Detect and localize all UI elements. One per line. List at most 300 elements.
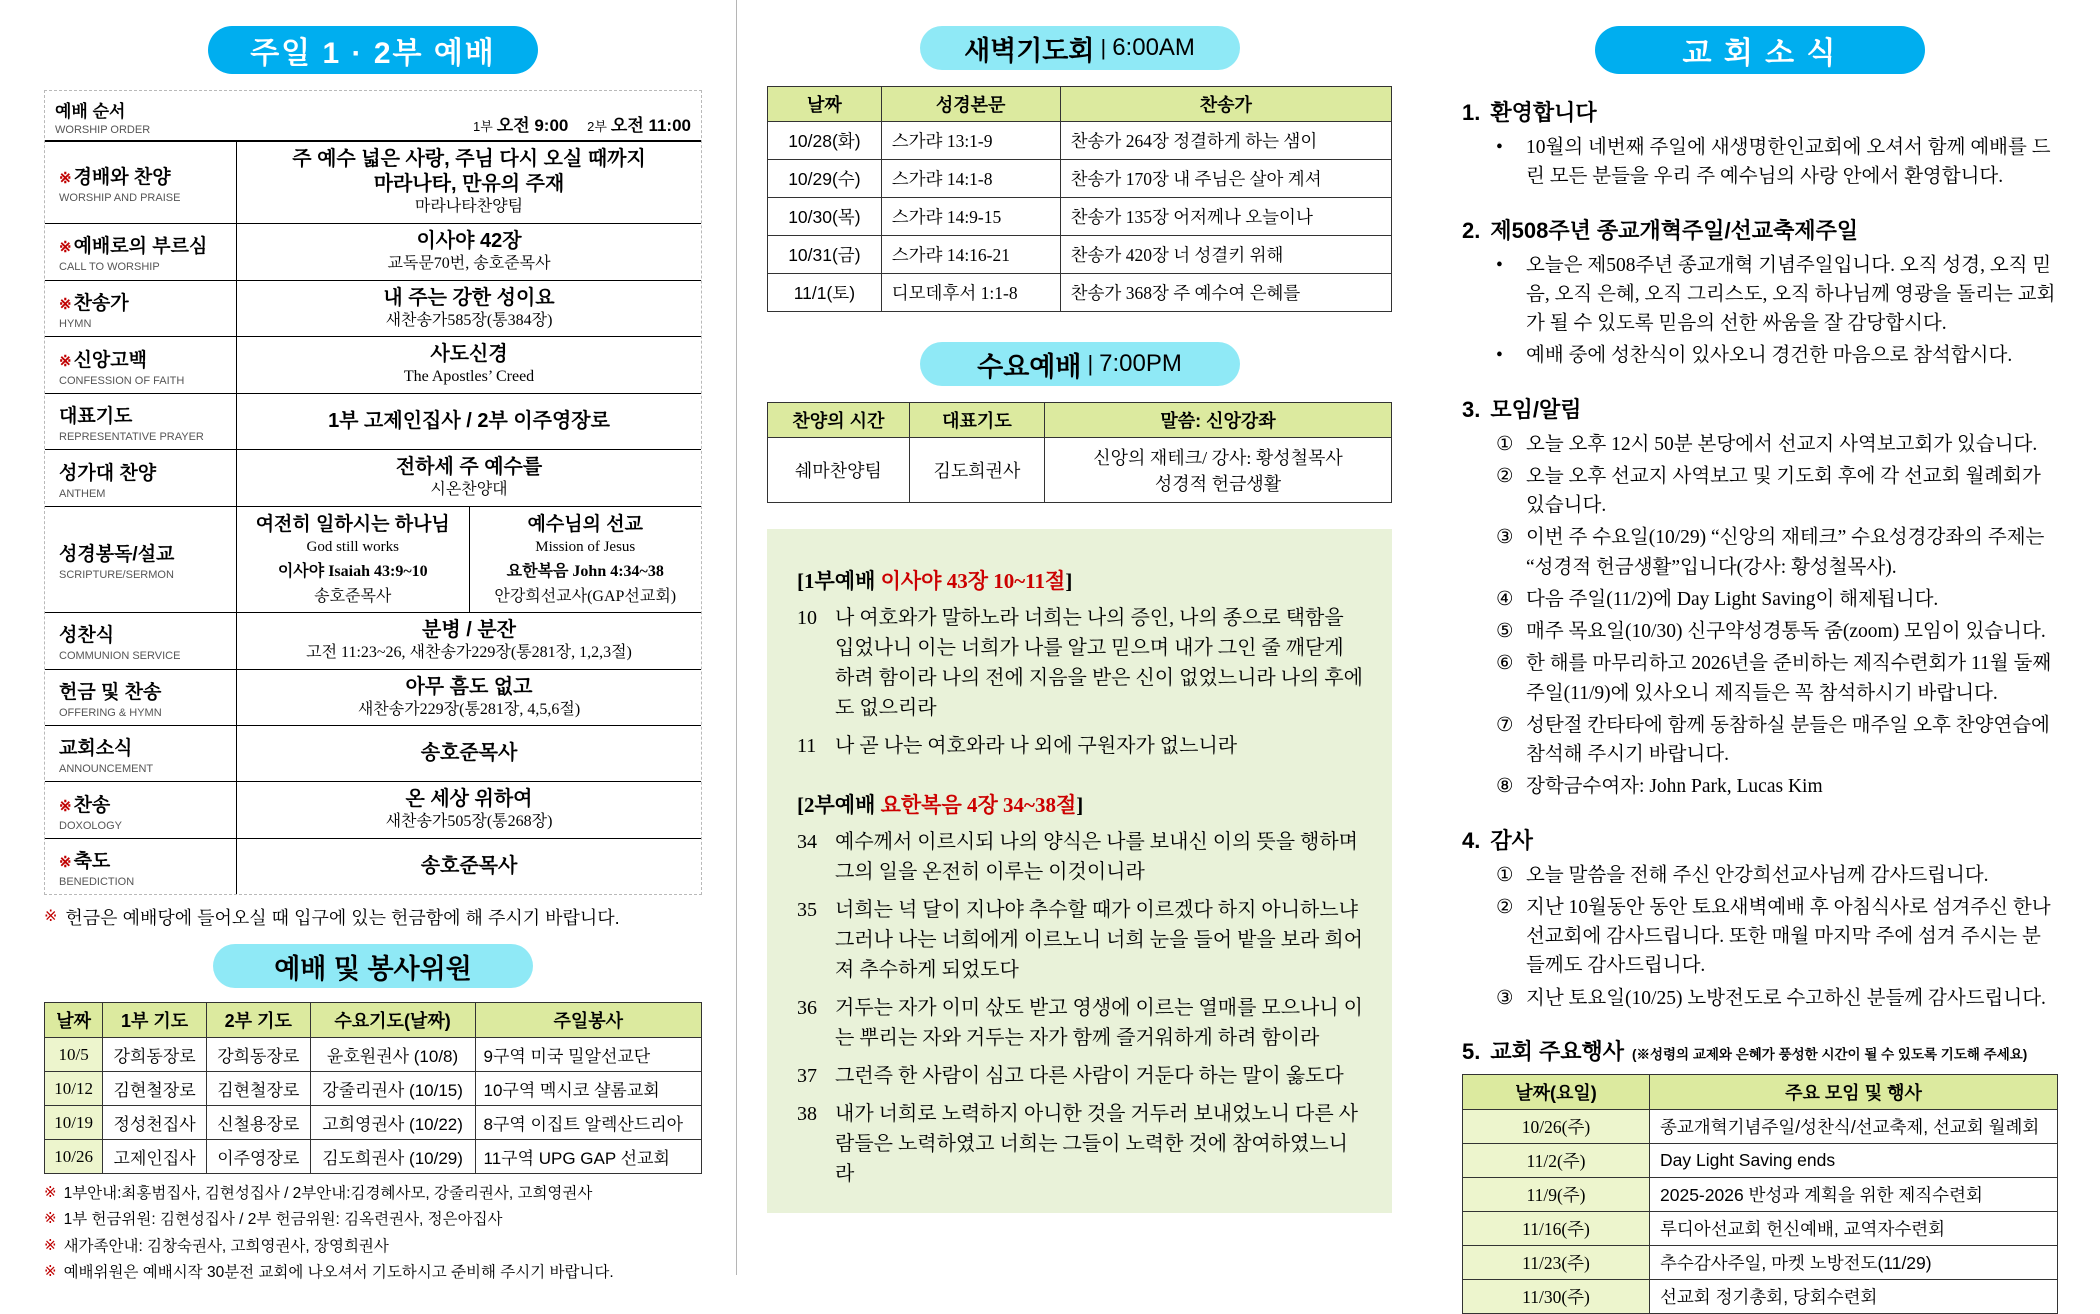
news-item-text: 장학금수여자: John Park, Lucas Kim [1526, 776, 1823, 798]
worship-label-cell [45, 394, 237, 449]
committee-title: 예배 및 봉사위원 [213, 944, 533, 988]
worship-label-en: SCRIPTURE/SERMON [59, 568, 174, 581]
sermon-title-en: Mission of Jesus [535, 538, 636, 555]
news-item [1496, 133, 2058, 192]
verse-text: 그런즉 한 사람이 심고 다른 사람이 거둔다 하는 말이 옳도다 [835, 1065, 1344, 1087]
news-item-bullet: ② [1496, 465, 1514, 487]
worship-order-label-en: WORSHIP ORDER [55, 124, 151, 136]
news-item-text: 10월의 네번째 주일에 새생명한인교회에 오셔서 함께 예배를 드린 모든 분들을 우리 주 예수님의 사랑 안에서 환영합니다. [1526, 137, 2051, 188]
worship-order-row [45, 612, 701, 669]
worship-label-en: CALL TO WORSHIP [59, 261, 160, 274]
midweek-column [737, 0, 1412, 1275]
worship-content-sub: 고전 11:23~26, 새찬송가229장(통281장, 1,2,3절) [306, 643, 632, 661]
worship-label-cell [45, 613, 237, 669]
scripture-part2-verses [797, 827, 1364, 1189]
worship-content-main: 이사야 42장 [416, 229, 522, 252]
wednesday-cell [1045, 438, 1392, 503]
asterisk-mark: ※ [44, 908, 58, 926]
dawn-prayer-title-ko: 새벽기도회 [964, 35, 1095, 66]
committee-date-cell: 10/26 [45, 1140, 103, 1174]
dawn-row [768, 198, 1392, 236]
worship-label-en: BENEDICTION [59, 876, 135, 889]
worship-content-sub: 교독문70번, 송호준목사 [387, 254, 551, 272]
committee-cell: 김현철장로 [206, 1072, 310, 1106]
events-row [1463, 1245, 2058, 1279]
worship-content-main: 전하세 주 예수를 [395, 456, 543, 479]
news-section-heading [1462, 1035, 2058, 1066]
committee-column-header: 주일봉사 [475, 1003, 701, 1038]
worship-order-row [45, 336, 701, 393]
wednesday-service-title [920, 342, 1240, 386]
news-section-note: (※성령의 교제와 은혜가 풍성한 시간이 될 수 있도록 기도해 주세요) [1631, 1046, 2028, 1062]
worship-label-cell [45, 450, 237, 506]
worship-label [59, 401, 230, 428]
verse-text: 거두는 자가 이미 삯도 받고 영생에 이르는 열매를 모으나니 이는 뿌리는 자와 거두는 자가 함께 즐거워하게 하려 함이라 [835, 997, 1363, 1049]
news-item-bullet: ① [1496, 433, 1514, 455]
worship-order-row [45, 781, 701, 838]
worship-label-text: 헌금 및 찬송 [59, 681, 162, 703]
scripture-part1-verses [797, 603, 1364, 761]
news-section-items [1462, 251, 2058, 371]
committee-column-header: 2부 기도 [206, 1003, 310, 1038]
events-date-cell: 11/30(주) [1463, 1279, 1650, 1313]
worship-label-cell [45, 337, 237, 393]
news-item-text: 예배 중에 성찬식이 있사오니 경건한 마음으로 참석합시다. [1526, 345, 2013, 367]
worship-order-header [45, 91, 701, 142]
news-section [1462, 393, 2058, 802]
committee-note [44, 1235, 702, 1258]
wednesday-cell: 쉐마찬양팀 [768, 438, 910, 503]
title-separator: | [1100, 35, 1107, 60]
committee-note [44, 1182, 702, 1205]
sermon-scripture-ref: 이사야 Isaiah 43:9~10 [277, 562, 428, 580]
dawn-row [768, 160, 1392, 198]
worship-label [59, 620, 230, 647]
worship-label-en: REPRESENTATIVE PRAYER [59, 431, 204, 444]
service-2-time: 오전 11:00 [610, 116, 691, 135]
worship-order-row [45, 393, 701, 449]
committee-note-text: 1부안내:최홍범집사, 김현성집사 / 2부안내:김경혜사모, 강줄리권사, 고희영권사 [63, 1185, 593, 1203]
committee-note [44, 1261, 702, 1284]
scripture-part1-header [797, 565, 1364, 595]
committee-cell: 정성천집사 [103, 1106, 207, 1140]
worship-content-cell [237, 670, 701, 726]
news-section-number: 1. [1462, 100, 1481, 125]
events-table [1462, 1074, 2058, 1314]
verse-text: 나 곧 나는 여호와라 나 외에 구원자가 없느니라 [835, 735, 1238, 757]
dawn-date-cell: 10/28(화) [768, 122, 882, 160]
worship-label-cell [45, 726, 237, 781]
scripture-verse [797, 827, 1364, 887]
worship-content-main: 내 주는 강한 성이요 [383, 286, 555, 309]
news-item [1496, 711, 2058, 770]
news-section-items [1462, 430, 2058, 802]
news-item [1496, 585, 2058, 614]
worship-label-en: HYMN [59, 317, 92, 330]
wednesday-column-header: 찬양의 시간 [768, 403, 910, 438]
title-separator: | [1087, 351, 1094, 376]
events-column-header: 주요 모임 및 행사 [1650, 1074, 2058, 1109]
sermon-column [469, 507, 702, 612]
events-cell: 2025-2026 반성과 계획을 위한 제직수련회 [1650, 1177, 2058, 1211]
scripture-part1-suffix: ] [1065, 569, 1073, 593]
worship-content-sub: 새찬송가585장(통384장) [385, 311, 553, 329]
worship-content-cell [237, 142, 701, 223]
worship-label [59, 539, 230, 566]
news-item-text: 오늘 오후 선교지 사역보고 및 기도회 후에 각 선교회 월례회가 있습니다. [1526, 465, 2041, 516]
news-item-text: 매주 목요일(10/30) 신구약성경통독 줌(zoom) 모임이 있습니다. [1526, 621, 2046, 642]
worship-content-cell [237, 613, 701, 669]
committee-cell: 고제인집사 [103, 1140, 207, 1174]
offering-note-text: 헌금은 예배당에 들어오실 때 입구에 있는 헌금함에 해 주시기 바랍니다. [65, 908, 620, 929]
dawn-cell: 스가랴 13:1-9 [881, 122, 1060, 160]
news-item-text: 한 해를 마무리하고 2026년을 준비하는 제직수련회가 11월 둘째 주일(11/9)에 있사오니 제직들은 꼭 참석하시기 바랍니다. [1526, 653, 2052, 704]
events-date-cell: 11/2(주) [1463, 1143, 1650, 1177]
wednesday-cell-line: 성경적 헌금생활 [1154, 474, 1282, 494]
news-section-number: 3. [1462, 396, 1481, 422]
worship-content-cell [237, 726, 701, 781]
worship-label [59, 458, 230, 485]
worship-label-text: 대표기도 [59, 406, 133, 428]
news-item-text: 오늘 오후 12시 50분 본당에서 선교지 사역보고회가 있습니다. [1526, 433, 2038, 455]
committee-date-cell: 10/5 [45, 1038, 103, 1072]
events-date-cell: 11/23(주) [1463, 1245, 1650, 1279]
worship-label-en: CONFESSION OF FAITH [59, 374, 185, 387]
news-item-bullet: ⑤ [1496, 621, 1514, 642]
dawn-prayer-time: 6:00AM [1112, 34, 1195, 61]
worship-label-en: ANTHEM [59, 487, 106, 500]
asterisk-mark: ※ [44, 1210, 57, 1228]
committee-cell: 11구역 UPG GAP 선교회 [475, 1140, 701, 1174]
asterisk-mark: ※ [44, 1184, 57, 1202]
dawn-cell: 찬송가 264장 정결하게 하는 샘이 [1060, 122, 1391, 160]
news-item [1496, 341, 2058, 370]
dawn-column-header: 날짜 [768, 87, 882, 122]
scripture-verse [797, 731, 1364, 761]
dawn-cell: 찬송가 170장 내 주님은 살아 계셔 [1060, 160, 1391, 198]
committee-cell: 10구역 멕시코 샬롬교회 [475, 1072, 701, 1106]
sermon-title: 여전히 일하시는 하나님 [255, 513, 450, 535]
verse-number: 35 [797, 899, 817, 921]
news-section-heading [1462, 214, 2058, 245]
news-item-bullet: ② [1496, 896, 1514, 918]
news-section-heading [1462, 824, 2058, 855]
scripture-gap [797, 761, 1364, 779]
worship-content-cell [237, 450, 701, 506]
committee-column-header: 수요기도(날짜) [310, 1003, 475, 1038]
worship-order-row [45, 280, 701, 337]
news-item-bullet: ① [1496, 864, 1514, 886]
events-row [1463, 1177, 2058, 1211]
worship-label-text: 성가대 찬양 [59, 462, 157, 484]
dawn-cell: 스가랴 14:16-21 [881, 236, 1060, 274]
wednesday-table-row [768, 438, 1392, 503]
sermon-scripture-ref: 요한복음 John 4:34~38 [506, 562, 664, 580]
events-row [1463, 1279, 2058, 1313]
worship-order-row [45, 142, 701, 223]
offering-note [44, 905, 702, 932]
committee-date-cell: 10/12 [45, 1072, 103, 1106]
worship-label [59, 231, 230, 258]
news-item-bullet: ④ [1496, 588, 1514, 610]
sermon-title: 예수님의 선교 [527, 513, 643, 535]
worship-label [59, 288, 230, 315]
worship-label [59, 345, 230, 372]
church-news-column [1412, 0, 2100, 1307]
church-news-title: 교 회 소 식 [1595, 26, 1925, 74]
worship-label-cell [45, 507, 237, 612]
dawn-cell: 디모데후서 1:1-8 [881, 274, 1060, 312]
news-item-bullet: ③ [1496, 527, 1514, 549]
news-section-number: 4. [1462, 827, 1481, 853]
worship-order-row [45, 506, 701, 612]
news-item [1496, 430, 2058, 459]
worship-label-en: OFFERING & HYMN [59, 706, 162, 719]
worship-label-cell [45, 670, 237, 726]
scripture-verse [797, 603, 1364, 723]
news-section [1462, 1035, 2058, 1066]
worship-content-main: 송호준목사 [420, 855, 518, 878]
committee-note-text: 1부 헌금위원: 김현성집사 / 2부 헌금위원: 김옥련권사, 정은아집사 [63, 1211, 503, 1229]
worship-content-main: 분병 / 분잔 [422, 618, 516, 641]
scripture-verse [797, 1061, 1364, 1091]
worship-label-cell [45, 782, 237, 838]
committee-note [44, 1208, 702, 1231]
wednesday-column-header: 말씀: 신앙강좌 [1045, 403, 1392, 438]
worship-content-sub: The Apostles’ Creed [403, 368, 535, 386]
worship-content-cell [237, 394, 701, 449]
news-item-bullet: • [1496, 345, 1503, 367]
worship-label [59, 733, 230, 760]
worship-content-cell [237, 281, 701, 337]
committee-note-text: 예배위원은 예배시작 30분전 교회에 나오셔서 기도하시고 준비해 주시기 바랍니다. [63, 1263, 614, 1281]
dawn-table-body [768, 122, 1392, 312]
worship-order-rows [45, 142, 701, 894]
committee-table-body [45, 1038, 702, 1174]
dawn-date-cell: 10/29(수) [768, 160, 882, 198]
committee-cell: 강희동장로 [103, 1038, 207, 1072]
worship-content-main: 온 세상 위하여 [405, 788, 533, 811]
news-item-bullet: ③ [1496, 987, 1514, 1009]
dawn-column-header: 성경본문 [881, 87, 1060, 122]
news-item-text: 다음 주일(11/2)에 Day Light Saving이 해제됩니다. [1526, 588, 1939, 610]
news-item [1496, 617, 2058, 646]
asterisk-mark: ※ [44, 1262, 57, 1280]
dawn-date-cell: 10/31(금) [768, 236, 882, 274]
events-cell: 추수감사주일, 마켓 노방전도(11/29) [1650, 1245, 2058, 1279]
service-times [459, 111, 691, 136]
worship-label [59, 790, 230, 817]
news-item-bullet: ⑥ [1496, 653, 1514, 675]
committee-table-header-row [45, 1003, 702, 1038]
worship-label-en: COMMUNION SERVICE [59, 650, 181, 663]
asterisk-mark: ※ [59, 169, 72, 187]
asterisk-mark: ※ [59, 352, 72, 370]
dawn-row [768, 122, 1392, 160]
worship-label-text: 교회소식 [59, 738, 133, 760]
worship-label-cell [45, 281, 237, 337]
verse-number: 36 [797, 997, 817, 1019]
scripture-part2-header [797, 789, 1364, 819]
committee-cell: 고희영권사 (10/22) [310, 1106, 475, 1140]
news-section-heading [1462, 393, 2058, 424]
verse-number: 37 [797, 1065, 817, 1087]
news-item-bullet: ⑦ [1496, 714, 1514, 736]
worship-content-main: 사도신경 [430, 343, 508, 366]
news-section-number: 5. [1462, 1038, 1481, 1064]
committee-cell: 9구역 미국 밀알선교단 [475, 1038, 701, 1072]
events-cell: Day Light Saving ends [1650, 1143, 2058, 1177]
events-row [1463, 1211, 2058, 1245]
committee-table [44, 1002, 702, 1174]
scripture-part1-reference: 이사야 43장 10~11절 [880, 569, 1066, 593]
scripture-part2-prefix: [2부예배 [797, 793, 881, 817]
news-item [1496, 649, 2058, 708]
news-section-title: 모임/알림 [1490, 396, 1582, 422]
sunday-worship-column [0, 0, 737, 1281]
sermon-preacher: 송호준목사 [314, 587, 392, 605]
news-section [1462, 824, 2058, 1013]
verse-text: 내가 너희로 노력하지 아니한 것을 거두러 보내었노니 다른 사람들은 노력하였고 너희는 그들이 노력한 것에 참여하였느니라 [835, 1103, 1358, 1185]
sermon-preacher: 안강희선교사(GAP선교회) [494, 587, 677, 605]
worship-content-main: 1부 고제인집사 / 2부 이주영장로 [328, 410, 610, 433]
news-item-text: 성탄절 칸타타에 함께 동참하실 분들은 매주일 오후 찬양연습에 참석해 주시기 바랍니다. [1526, 714, 2050, 765]
committee-row [45, 1106, 702, 1140]
worship-content-sub: 새찬송가505장(통268장) [385, 813, 553, 831]
dawn-date-cell: 10/30(목) [768, 198, 882, 236]
news-item [1496, 893, 2058, 981]
news-item-text: 오늘은 제508주년 종교개혁 기념주일입니다. 오직 성경, 오직 믿음, 오직 은혜, 오직 그리스도, 오직 하나님께 영광을 돌리는 교회가 될 수 있도록 믿음의 선한 싸움을 잘 감당합시다. [1526, 254, 2056, 334]
asterisk-mark: ※ [59, 854, 72, 872]
verse-number: 38 [797, 1103, 817, 1125]
worship-content-cell [237, 839, 701, 894]
wednesday-service-time: 7:00PM [1099, 350, 1182, 377]
wednesday-cell: 김도희권사 [909, 438, 1044, 503]
scripture-reading-box [767, 529, 1392, 1213]
worship-content-sub: 마라나타찬양팀 [414, 198, 524, 215]
committee-row [45, 1140, 702, 1174]
events-date-cell: 11/16(주) [1463, 1211, 1650, 1245]
worship-content-main: 마라나타, 만유의 주재 [373, 173, 565, 195]
worship-content-cell [237, 224, 701, 280]
asterisk-mark: ※ [44, 1236, 57, 1254]
news-section-number: 2. [1462, 217, 1481, 243]
dawn-prayer-title [920, 26, 1240, 70]
news-section-items [1462, 133, 2058, 192]
committee-cell: 이주영장로 [206, 1140, 310, 1174]
dawn-date-cell: 11/1(토) [768, 274, 882, 312]
scripture-verse [797, 895, 1364, 985]
committee-column-header: 날짜 [45, 1003, 103, 1038]
worship-order-row [45, 725, 701, 781]
dawn-table-header-row [768, 87, 1392, 122]
news-item-text: 오늘 말씀을 전해 주신 안강희선교사님께 감사드립니다. [1526, 864, 1989, 886]
worship-label-cell [45, 839, 237, 894]
worship-label-text: 축도 [73, 851, 111, 873]
committee-column-header: 1부 기도 [103, 1003, 207, 1038]
worship-content-sub: 새찬송가229장(통281장, 4,5,6절) [357, 700, 581, 718]
worship-order-row [45, 838, 701, 894]
worship-content-main: 송호준목사 [420, 742, 518, 765]
dawn-cell: 찬송가 135장 어저께나 오늘이나 [1060, 198, 1391, 236]
news-section-heading [1462, 96, 2058, 127]
news-item-bullet: • [1496, 137, 1503, 158]
worship-label-text: 경배와 찬양 [73, 166, 171, 188]
news-section [1462, 96, 2058, 192]
events-cell: 루디아선교회 헌신예배, 교역자수련회 [1650, 1211, 2058, 1245]
worship-label-cell [45, 224, 237, 280]
dawn-cell: 스가랴 14:1-8 [881, 160, 1060, 198]
dawn-column-header: 찬송가 [1060, 87, 1391, 122]
worship-label-en: WORSHIP AND PRAISE [59, 191, 181, 204]
asterisk-mark: ※ [59, 797, 72, 815]
worship-order-label-ko: 예배 순서 [55, 102, 126, 121]
verse-number: 11 [797, 735, 817, 757]
news-item [1496, 772, 2058, 801]
committee-cell: 윤호원권사 (10/8) [310, 1038, 475, 1072]
news-item [1496, 861, 2058, 890]
sermon-column [237, 507, 469, 612]
asterisk-mark: ※ [59, 239, 72, 257]
asterisk-mark: ※ [59, 295, 72, 313]
dawn-cell: 찬송가 420장 너 성결키 위해 [1060, 236, 1391, 274]
dawn-prayer-table [767, 86, 1392, 312]
worship-content-cell [237, 507, 701, 612]
worship-content-cell [237, 782, 701, 838]
worship-label-en: DOXOLOGY [59, 819, 122, 832]
committee-cell: 김현철장로 [103, 1072, 207, 1106]
worship-label-en: ANNOUNCEMENT [59, 763, 154, 776]
worship-label-text: 예배로의 부르심 [73, 236, 208, 258]
scripture-part2-reference: 요한복음 4장 34~38절 [880, 793, 1077, 817]
wednesday-column-header: 대표기도 [909, 403, 1044, 438]
worship-label [59, 846, 230, 873]
news-section-items [1462, 861, 2058, 1013]
dawn-row [768, 274, 1392, 312]
verse-text: 예수께서 이르시되 나의 양식은 나를 보내신 이의 뜻을 행하며 그의 일을 온전히 이루는 이것이니라 [835, 831, 1358, 883]
sermon-title-en: God still works [306, 538, 399, 555]
worship-label-text: 찬송 [73, 794, 111, 816]
events-date-cell: 10/26(주) [1463, 1109, 1650, 1143]
worship-order-row [45, 449, 701, 506]
worship-label [59, 677, 230, 704]
news-item-text: 이번 주 수요일(10/29) “신앙의 재테크” 수요성경강좌의 주제는 “성경적 헌금생활”입니다(강사: 황성철목사). [1526, 527, 2045, 578]
committee-cell: 8구역 이집트 알렉산드리아 [475, 1106, 701, 1140]
committee-cell: 신철용장로 [206, 1106, 310, 1140]
events-cell: 선교회 정기총회, 당회수련회 [1650, 1279, 2058, 1313]
worship-order-box [44, 90, 702, 895]
news-section-title: 환영합니다 [1490, 100, 1597, 125]
events-cell: 종교개혁기념주일/성찬식/선교축제, 선교회 월례회 [1650, 1109, 2058, 1143]
service-1-time: 오전 9:00 [496, 116, 569, 135]
worship-order-label [55, 97, 150, 136]
sunday-service-title: 주일 1 · 2부 예배 [208, 26, 538, 74]
worship-label-text: 성경봉독/설교 [59, 543, 175, 565]
news-item [1496, 984, 2058, 1013]
news-item-text: 지난 10월동안 동안 토요새벽예배 후 아침식사로 섬겨주신 한나 선교회에 감사드립니다. 또한 매월 마지막 주에 섬겨 주시는 분들께도 감사드립니다. [1526, 896, 2051, 977]
events-row [1463, 1143, 2058, 1177]
worship-label-text: 신앙고백 [73, 349, 147, 371]
events-date-cell: 11/9(주) [1463, 1177, 1650, 1211]
news-item-bullet: • [1496, 254, 1503, 276]
events-row [1463, 1109, 2058, 1143]
committee-row [45, 1038, 702, 1072]
service-1-label: 1부 [472, 119, 493, 134]
dawn-row [768, 236, 1392, 274]
wednesday-service-title-ko: 수요예배 [977, 351, 1082, 382]
wednesday-service-table [767, 402, 1392, 503]
news-section-title: 교회 주요행사 [1490, 1038, 1624, 1064]
